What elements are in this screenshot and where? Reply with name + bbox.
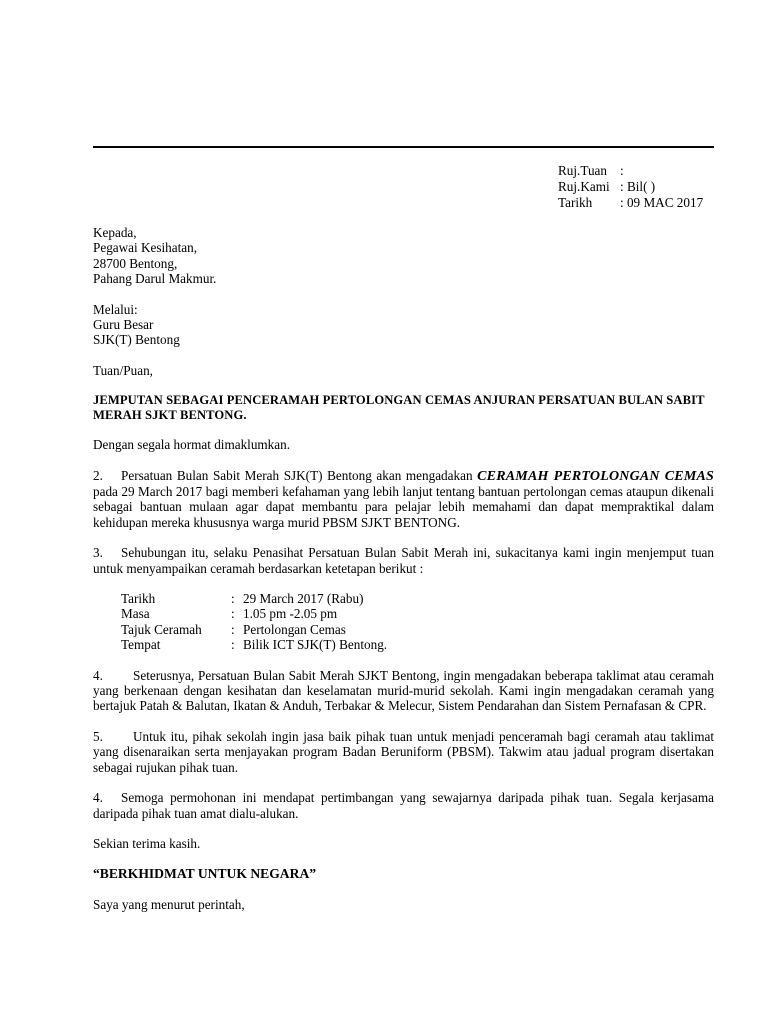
ref-row-tarikh — [558, 195, 703, 211]
ref-label: Ruj.Kami — [558, 179, 610, 194]
paragraph-5 — [93, 729, 714, 775]
detail-value: 1.05 pm -2.05 pm — [243, 606, 338, 622]
paragraph-2 — [93, 468, 714, 531]
address-line: 28700 Bentong, — [93, 255, 178, 271]
detail-separator: : — [231, 637, 235, 653]
header-rule — [93, 146, 714, 148]
via-line: Guru Besar — [93, 317, 154, 333]
ref-label: Ruj.Tuan — [558, 163, 607, 178]
detail-separator: : — [231, 591, 235, 607]
via-block — [93, 302, 714, 348]
paragraph-3 — [93, 545, 714, 576]
ref-row-ruj-tuan — [558, 163, 703, 179]
ref-value: : Bil( ) — [620, 179, 656, 194]
detail-row-date — [121, 591, 714, 606]
recipient-address — [93, 225, 714, 287]
opening-line: Dengan segala hormat dimaklumkan. — [93, 437, 291, 453]
detail-label: Tarikh — [121, 591, 156, 607]
detail-separator: : — [231, 621, 235, 637]
detail-label: Tajuk Ceramah — [121, 621, 202, 637]
ref-row-ruj-kami — [558, 179, 703, 195]
paragraph-number: 5. — [93, 728, 103, 744]
paragraph-number: 2. — [93, 467, 103, 483]
detail-label: Tempat — [121, 637, 161, 653]
ref-value: : 09 MAC 2017 — [620, 195, 704, 210]
address-line: Pegawai Kesihatan, — [93, 240, 197, 256]
detail-row-venue — [121, 637, 714, 652]
paragraph-number: 3. — [93, 545, 103, 561]
event-details — [121, 591, 714, 653]
motto: “BERKHIDMAT UNTUK NEGARA” — [93, 866, 317, 882]
paragraph-number: 4. — [93, 667, 103, 683]
paragraph-6 — [93, 790, 714, 821]
paragraph-number: 4. — [93, 790, 103, 806]
paragraph-text: pada 29 March 2017 bagi memberi kefahaman yang lebih lanjut tentang bantuan pertolongan cemas ataupun dikenali sebagai bantuan mulaan agar dapat membantu para pelajar lebih memahami dan dapat mempraktikal dalam kehidupan mereka khususnya warga murid PBSM SJKT BENTONG. — [93, 484, 714, 530]
paragraph-text: Persatuan Bulan Sabit Merah SJK(T) Bentong akan mengadakan — [121, 467, 478, 483]
salutation: Tuan/Puan, — [93, 362, 153, 378]
letter-subject: JEMPUTAN SEBAGAI PENCERAMAH PERTOLONGAN CEMAS ANJURAN PERSATUAN BULAN SABIT MERAH SJKT BENTONG. — [93, 393, 705, 422]
signoff-line: Saya yang menurut perintah, — [93, 896, 245, 912]
event-name-emphasis: CERAMAH PERTOLONGAN CEMAS — [477, 468, 714, 484]
detail-value: Pertolongan Cemas — [243, 621, 346, 637]
detail-value: Bilik ICT SJK(T) Bentong. — [243, 637, 388, 653]
paragraph-4 — [93, 668, 714, 714]
via-line: SJK(T) Bentong — [93, 332, 180, 348]
detail-value: 29 March 2017 (Rabu) — [243, 591, 364, 607]
paragraph-text: Semoga permohonan ini mendapat pertimbangan yang sewajarnya daripada pihak tuan. Segala kerjasama daripada pihak tuan amat dialu-alukan. — [93, 790, 714, 821]
via-line: Melalui: — [93, 301, 138, 317]
closing-line: Sekian terima kasih. — [93, 835, 201, 851]
address-line: Pahang Darul Makmur. — [93, 271, 217, 287]
reference-block — [558, 163, 703, 211]
letter-body — [93, 225, 714, 912]
address-line: Kepada, — [93, 225, 137, 240]
detail-row-title — [121, 622, 714, 637]
ref-value: : — [620, 163, 624, 178]
detail-row-time — [121, 606, 714, 621]
detail-separator: : — [231, 606, 235, 622]
ref-label: Tarikh — [558, 195, 593, 210]
paragraph-text: Sehubungan itu, selaku Penasihat Persatuan Bulan Sabit Merah ini, sukacitanya kami ingin menjemput tuan untuk menyampaikan ceramah berdasarkan ketetapan berikut : — [93, 545, 714, 576]
paragraph-text: Seterusnya, Persatuan Bulan Sabit Merah SJKT Bentong, ingin mengadakan beberapa taklimat atau ceramah yang berkenaan dengan kesihatan dan keselamatan murid-murid sekolah. Kami ingin mengadakan ceramah yang bertajuk Patah & Balutan, Ikatan & Anduh, Terbakar & Melecur, Sistem Pendarahan dan Sistem Pernafasan & CPR. — [93, 667, 714, 714]
detail-label: Masa — [121, 606, 150, 622]
paragraph-text: Untuk itu, pihak sekolah ingin jasa baik pihak tuan untuk menjadi penceramah bagi ceramah atau taklimat yang disenaraikan serta menjayakan program Badan Beruniform (PBSM). Takwim atau jadual program disertakan sebagai rujukan pihak tuan. — [93, 728, 714, 775]
